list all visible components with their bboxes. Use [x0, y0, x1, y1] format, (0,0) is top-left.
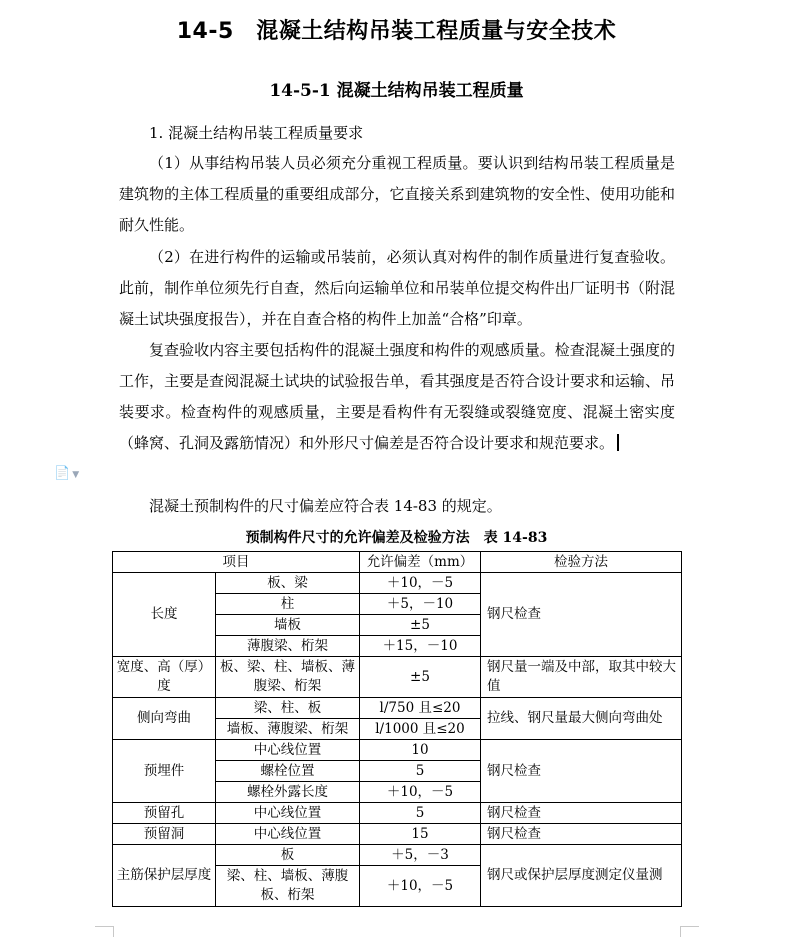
- tolerance-cell: 5: [360, 803, 481, 824]
- group-label-hole: 预留孔: [113, 803, 216, 824]
- table-row: [113, 824, 682, 845]
- tolerance-cell: ＋10，－5: [360, 866, 481, 907]
- table-row: [113, 698, 682, 719]
- tolerance-cell: ＋10，－5: [360, 573, 481, 594]
- tolerance-cell: 15: [360, 824, 481, 845]
- method-cell: 钢尺检查: [481, 573, 682, 657]
- group-label-cover: 主筋保护层厚度: [113, 845, 216, 907]
- item-cell: 螺栓位置: [216, 761, 360, 782]
- item-cell: 螺栓外露长度: [216, 782, 360, 803]
- method-cell: 拉线、钢尺量最大侧向弯曲处: [481, 698, 682, 740]
- page-corner-mark-right: [680, 926, 699, 937]
- item-cell: 板: [216, 845, 360, 866]
- item-cell: 梁、柱、墙板、薄腹板、桁架: [216, 866, 360, 907]
- item-cell: 梁、柱、板: [216, 698, 360, 719]
- header-item: 项目: [113, 552, 360, 573]
- header-method: 检验方法: [481, 552, 682, 573]
- tolerance-cell: ＋15，－10: [360, 636, 481, 657]
- item-cell: 薄腹梁、桁架: [216, 636, 360, 657]
- item-cell: 墙板: [216, 615, 360, 636]
- method-cell: 钢尺检查: [481, 740, 682, 803]
- group-label-width: 宽度、高（厚）度: [113, 657, 216, 698]
- paragraph-3[interactable]: [119, 335, 675, 459]
- table-header-row: [113, 552, 682, 573]
- page-corner-mark-left: [95, 926, 114, 937]
- document-icon[interactable]: 📄 ▼: [54, 466, 80, 481]
- method-cell: 钢尺检查: [481, 803, 682, 824]
- item-cell: 板、梁、柱、墙板、薄腹梁、桁架: [216, 657, 360, 698]
- table-row: [113, 740, 682, 761]
- tolerance-cell: ＋5，－3: [360, 845, 481, 866]
- section-title: 14-5 混凝土结构吊装工程质量与安全技术: [176, 19, 617, 44]
- text-cursor: [617, 434, 619, 451]
- group-label-opening: 预留洞: [113, 824, 216, 845]
- group-label-length: 长度: [113, 573, 216, 657]
- method-cell: 钢尺或保护层厚度测定仪量测: [481, 845, 682, 907]
- subsection-title: 14-5-1 混凝土结构吊装工程质量: [269, 81, 524, 101]
- tolerance-cell: ＋5，－10: [360, 594, 481, 615]
- item-cell: 板、梁: [216, 573, 360, 594]
- table-row: [113, 657, 682, 698]
- method-cell: 钢尺量一端及中部，取其中较大值: [481, 657, 682, 698]
- header-tolerance: 允许偏差（mm）: [360, 552, 481, 573]
- method-cell: 钢尺检查: [481, 824, 682, 845]
- tolerance-table: [112, 551, 682, 907]
- item-cell: 墙板、薄腹梁、桁架: [216, 719, 360, 740]
- paragraph-4: 混凝土预制构件的尺寸偏差应符合表 14-83 的规定。: [149, 497, 502, 515]
- group-label-bend: 侧向弯曲: [113, 698, 216, 740]
- chevron-down-icon[interactable]: ▼: [72, 470, 80, 480]
- table-caption: 预制构件尺寸的允许偏差及检验方法 表 14-83: [245, 530, 548, 546]
- tolerance-cell: 5: [360, 761, 481, 782]
- tolerance-cell: l/750 且≤20: [360, 698, 481, 719]
- paragraph-3-text: 复查验收内容主要包括构件的混凝土强度和构件的观感质量。检查混凝土强度的工作，主要是查阅混凝土试块的试验报告单，看其强度是否符合设计要求和运输、吊装要求。检查构件的观感质量，主要是看构件有无裂缝或裂缝宽度、混凝土密实度（蜂窝、孔洞及露筋情况）和外形尺寸偏差是否符合设计要求和规范要求。: [119, 341, 675, 452]
- tolerance-cell: ±5: [360, 615, 481, 636]
- table-row: [113, 845, 682, 866]
- table-row: [113, 803, 682, 824]
- tolerance-cell: ＋10，－5: [360, 782, 481, 803]
- tolerance-cell: l/1000 且≤20: [360, 719, 481, 740]
- group-label-embed: 预埋件: [113, 740, 216, 803]
- item-cell: 中心线位置: [216, 824, 360, 845]
- paragraph-2: （2）在进行构件的运输或吊装前，必须认真对构件的制作质量进行复查验收。此前，制作单位须先行自查，然后向运输单位和吊装单位提交构件出厂证明书（附混凝土试块强度报告），并在自查合格的构件上加盖“合格”印章。: [119, 248, 675, 328]
- item-cell: 中心线位置: [216, 740, 360, 761]
- paragraph-1: （1）从事结构吊装人员必须充分重视工程质量。要认识到结构吊装工程质量是建筑物的主体工程质量的重要组成部分，它直接关系到建筑物的安全性、使用功能和耐久性能。: [119, 154, 675, 234]
- requirements-heading: 1. 混凝土结构吊装工程质量要求: [149, 124, 364, 142]
- tolerance-cell: 10: [360, 740, 481, 761]
- item-cell: 柱: [216, 594, 360, 615]
- tolerance-cell: ±5: [360, 657, 481, 698]
- table-row: [113, 573, 682, 594]
- item-cell: 中心线位置: [216, 803, 360, 824]
